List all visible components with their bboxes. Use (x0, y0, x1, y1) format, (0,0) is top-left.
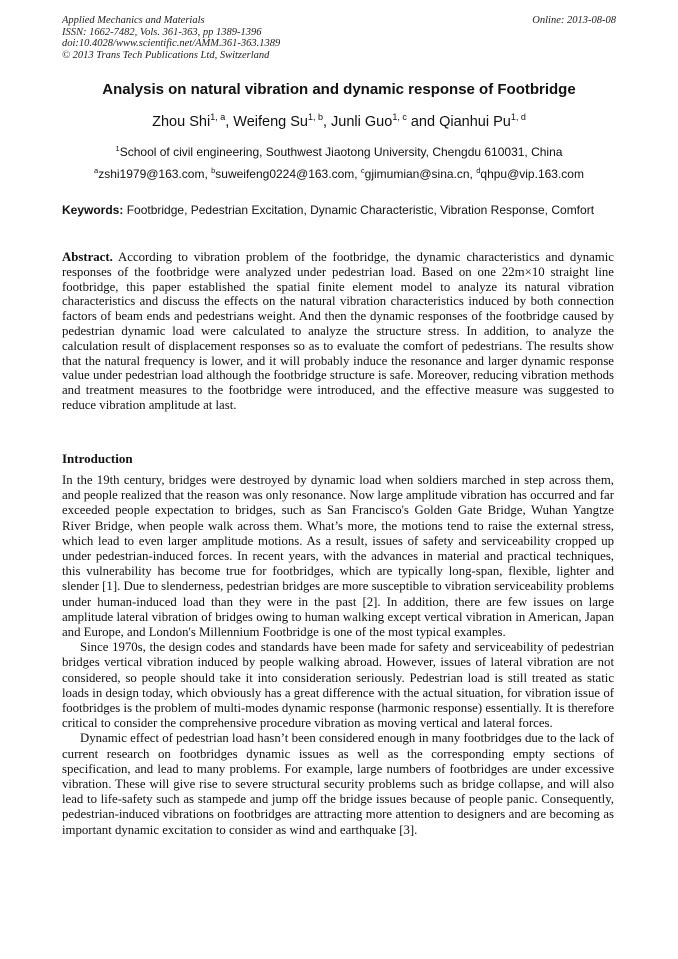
email-address[interactable]: qhpu@vip.163.com (480, 167, 584, 181)
journal-name: Applied Mechanics and Materials (62, 15, 205, 26)
author-separator: and (406, 114, 440, 130)
email-list (40, 167, 638, 182)
online-date: Online: 2013-08-08 (532, 15, 616, 26)
paper-title: Analysis on natural vibration and dynamic response of Footbridge (102, 81, 576, 98)
author-name: Zhou Shi (152, 114, 211, 130)
copyright-line: © 2013 Trans Tech Publications Ltd, Switzerland (62, 49, 270, 61)
author-name: Junli Guo (331, 114, 393, 130)
email-mark: a (94, 166, 99, 175)
email-mark: c (360, 166, 365, 175)
body-paragraph: In the 19th century, bridges were destroyed by dynamic load when soldiers marched in step across them, and people realized that the reason was only resonance. Now large amplitude vibration has occurred and far exceeded people expectation to bridges, such as San Francisco's Golden Gate Bridge, Wuhan Yangtze River Bridge, when people walk across them. What’s more, the motions tend to raise the external stress, which lead to even larger amplitude motions. As a result, issues of safety and serviceability cropped up under pedestrian-induced forces. In recent years, with the advances in material and practical techniques, this vulnerability has become true for footbridges, which are typically long-span, flexible, lighter and slender [1]. Due to slenderness, pedestrian bridges are more susceptible to vibration serviceability problems under human-induced load than they were in the past [2]. In addition, there are few issues on large amplitude lateral vibration of bridges owing to human walking except vertical vibration in American, Japan and Europe, and London's Millennium Footbridge is one of the most typical examples. (62, 473, 614, 640)
keywords-text: Footbridge, Pedestrian Excitation, Dynamic Characteristic, Vibration Response, Comfort (126, 203, 595, 217)
introduction-body (62, 473, 614, 838)
abstract (62, 250, 614, 413)
body-paragraph: Since 1970s, the design codes and standards have been made for safety and serviceability of pedestrian bridges vertical vibration induced by people walking abroad. However, issues of lateral vibration are not considered, so people should take it into consideration seriously. Pedestrian load is still treated as static loads in design today, which obviously has a great difference with the actual situation, for vibration issue of footbridges is the problem of multi-modes dynamic response (harmonic response) essentially. It is therefore critical to consider the comprehensive procedure vibration as moving vertical and lateral forces. (62, 640, 614, 731)
email-mark: d (476, 166, 481, 175)
affiliation-text: School of civil engineering, Southwest Jiaotong University, Chengdu 610031, China (119, 145, 563, 159)
email-separator: , (469, 167, 477, 181)
email-address[interactable]: suweifeng0224@163.com (215, 167, 355, 181)
author-name: Weifeng Su (233, 114, 308, 130)
keywords (62, 203, 614, 218)
email-address[interactable]: zshi1979@163.com (98, 167, 205, 181)
affiliation (40, 145, 638, 160)
email-mark: b (211, 166, 216, 175)
issn-line: ISSN: 1662-7482, Vols. 361-363, pp 1389-1396 (62, 26, 262, 38)
abstract-text: According to vibration problem of the footbridge, the dynamic characteristics and dynamic responses of the footbridge were analyzed under pedestrian load. Based on one 22m×10 straight line footbridge, this paper established the spatial finite element model to analyze its natural vibration characteristics and discuss the effects on the natural vibration characteristics induced by both connection factors of beam ends and pedestrians weight. And then the dynamic responses of the footbridge caused by pedestrian dynamic load were calculated to analyze the structure stress. In addition, to analyze the calculation result of displacement responses so as to evaluate the comfort of pedestrians. The results show that the natural frequency is lower, and it will probably induce the resonance and larger dynamic response value under pedestrian load although the footbridge structure is safe. Moreover, reducing vibration methods and treatment measures to the footbridge were introduced, and the effective measure was suggested to reduce vibration amplitude at last. (62, 250, 614, 412)
keywords-label: Keywords: (62, 203, 124, 217)
email-separator: , (204, 167, 212, 181)
author-list (40, 113, 638, 131)
section-heading-introduction: Introduction (62, 451, 133, 466)
abstract-label: Abstract. (62, 250, 113, 264)
doi-line: doi:10.4028/www.scientific.net/AMM.361-363.1389 (62, 38, 281, 50)
running-header (62, 15, 616, 61)
email-separator: , (354, 167, 361, 181)
author-affiliation-mark: 1, a (210, 112, 226, 122)
author-affiliation-mark: 1, b (307, 112, 323, 122)
email-address[interactable]: gjimumian@sina.cn (364, 167, 470, 181)
author-name: Qianhui Pu (439, 114, 511, 130)
body-paragraph: Dynamic effect of pedestrian load hasn’t been considered enough in many footbridges due to the lack of current research on footbridges dynamic issues as well as the corresponding empty sections of specification, and lead to many problems. For example, large numbers of footbridges are under excessive vibration. These will give rise to severe structural security problems such as bridge collapse, and will also lead to life-safety such as stampede and jump off the bridge issues because of people panic. Consequently, pedestrian-induced vibrations on footbridges are attracting more attention to designers and are becoming as important dynamic excitation to consider as wind and earthquake [3]. (62, 731, 614, 837)
author-separator: , (322, 114, 332, 130)
author-affiliation-mark: 1, d (510, 112, 526, 122)
affiliation-mark: 1 (115, 144, 120, 153)
author-separator: , (225, 114, 234, 130)
author-affiliation-mark: 1, c (392, 112, 407, 122)
